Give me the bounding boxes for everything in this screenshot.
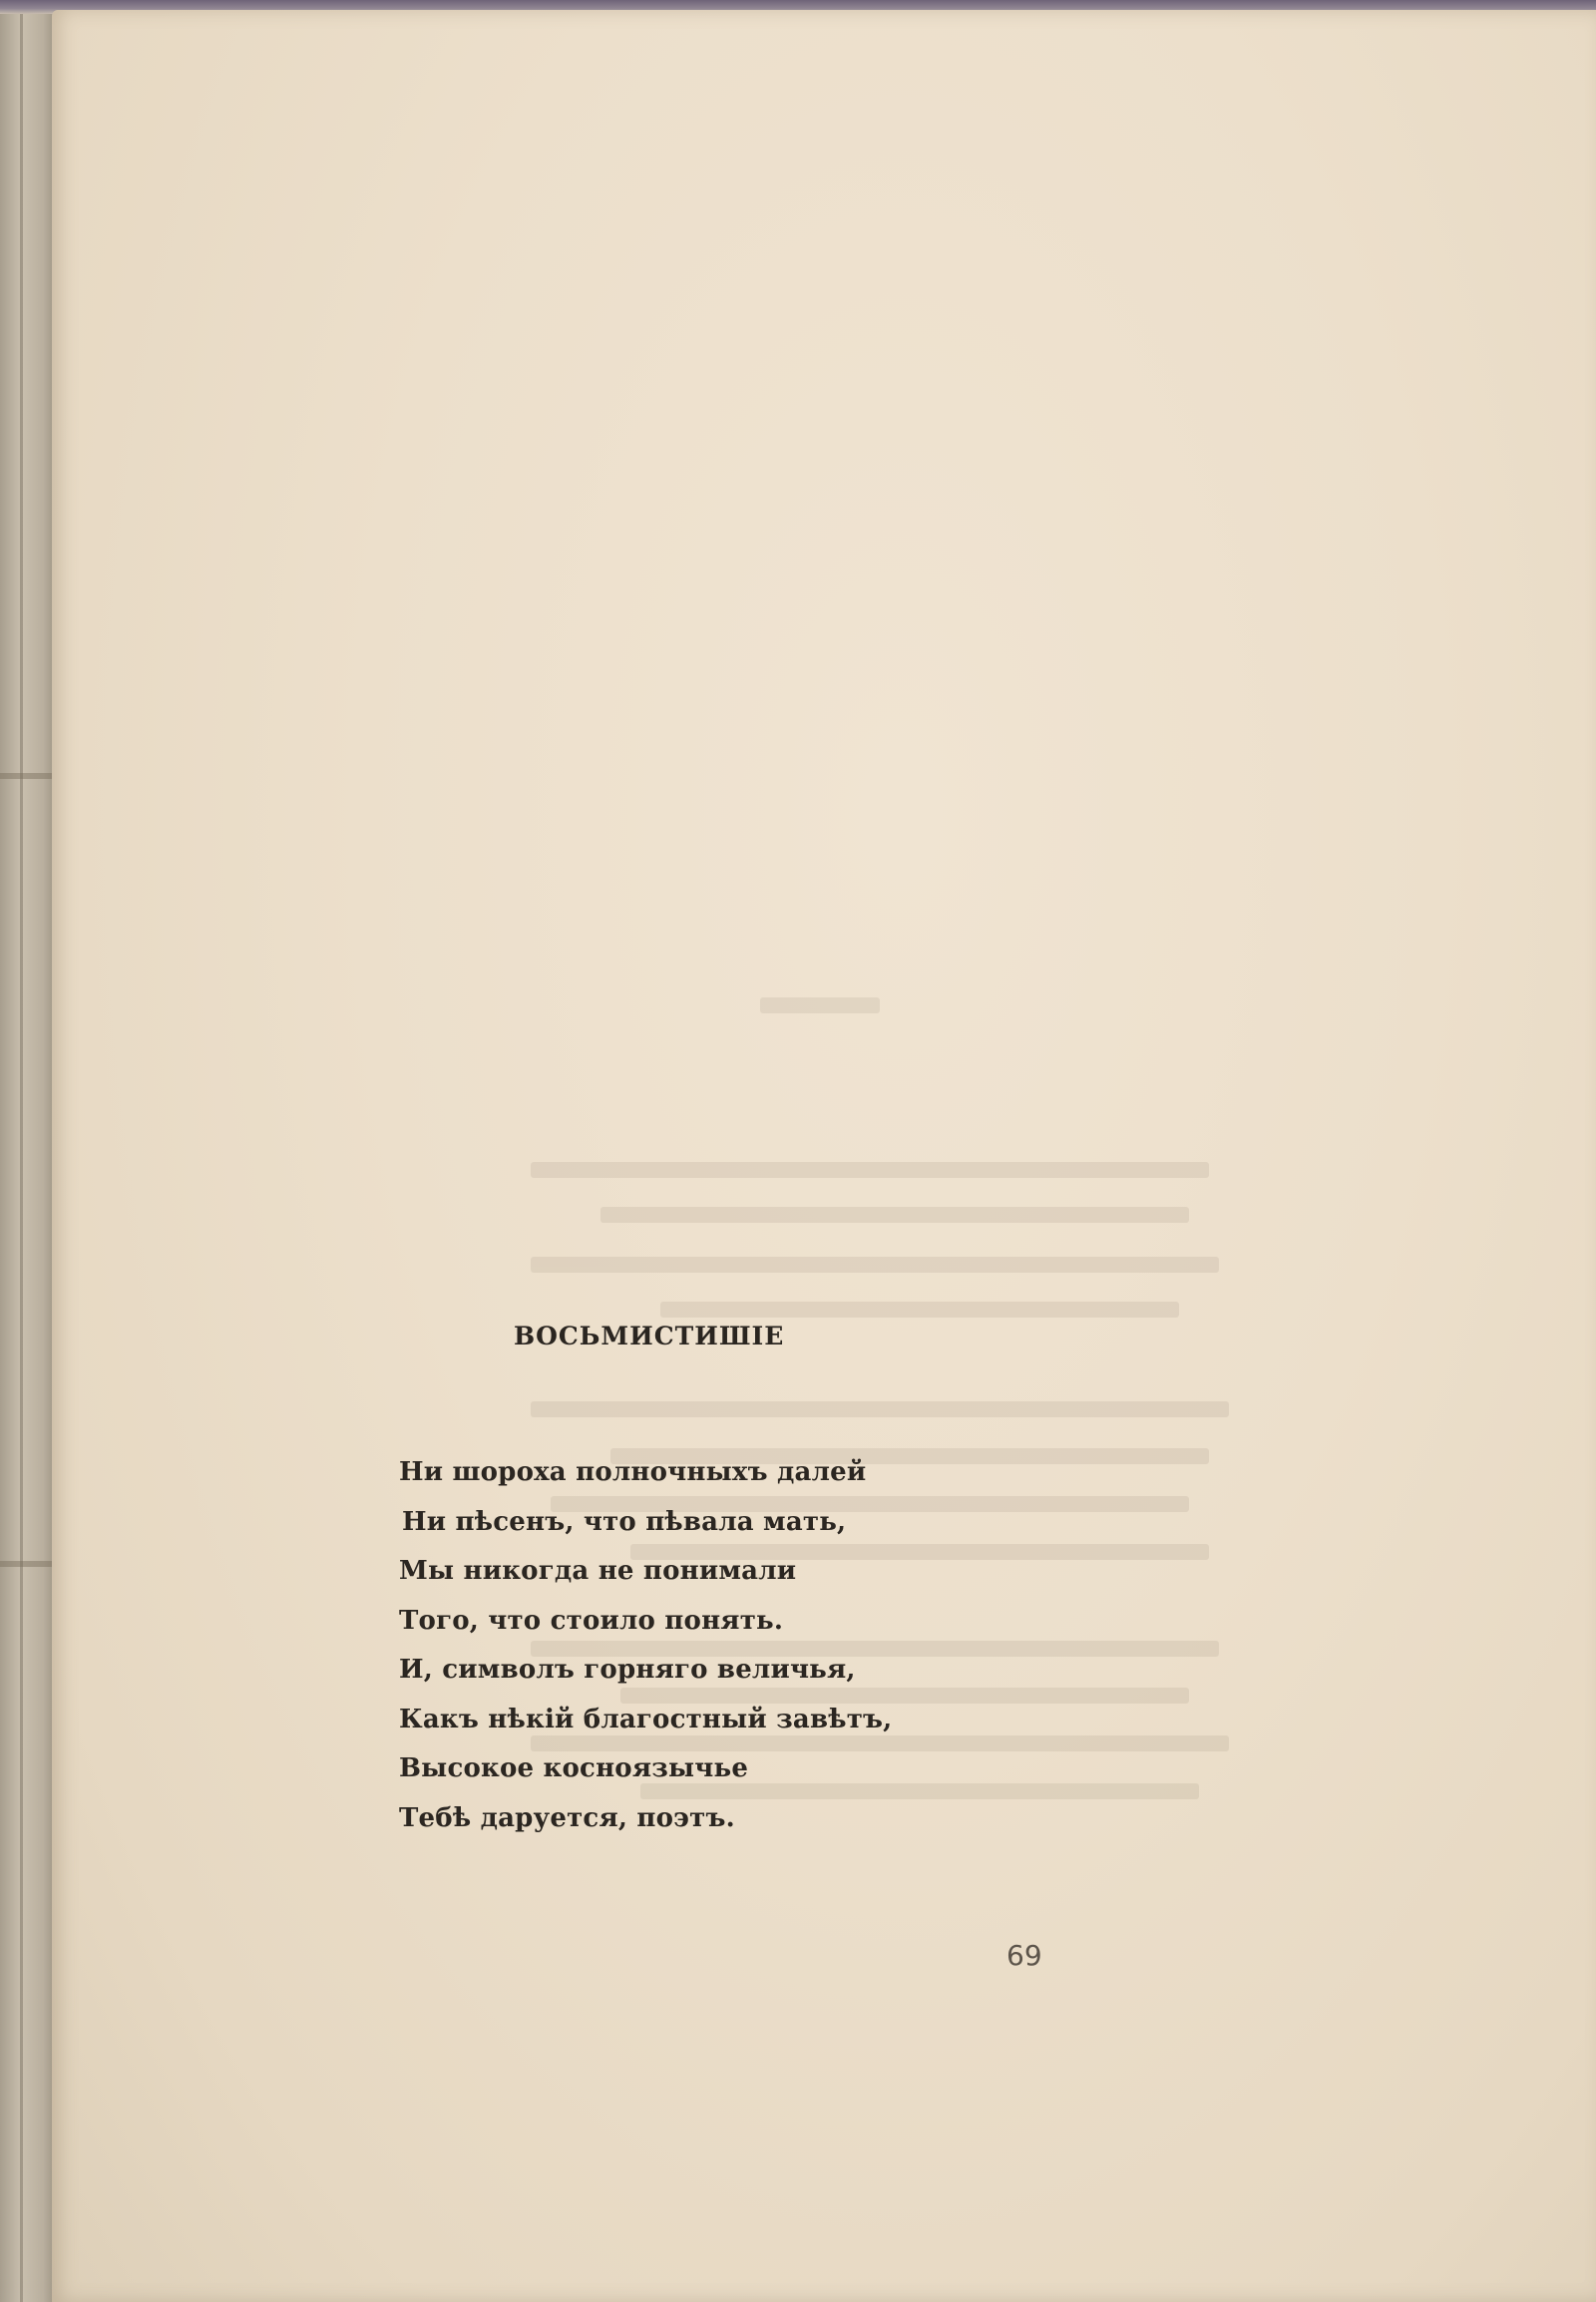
poem-line: И, символъ горняго величья, bbox=[399, 1655, 856, 1685]
poem-line: Тебѣ даруется, поэтъ. bbox=[399, 1802, 735, 1833]
poem-line: Того, что стоило понять. bbox=[399, 1605, 784, 1636]
book-page bbox=[52, 10, 1596, 2302]
poem-line: Ни пѣсенъ, что пѣвала мать, bbox=[402, 1506, 847, 1537]
poem-line: Ни шороха полночныхъ далей bbox=[399, 1457, 867, 1487]
poem-line: Высокое косноязычье bbox=[399, 1753, 749, 1783]
page-number: 69 bbox=[1006, 1939, 1042, 1972]
poem-title: ВОСЬМИСТИШІЕ bbox=[514, 1322, 785, 1350]
poem-line: Мы никогда не понимали bbox=[399, 1556, 797, 1586]
poem-line: Какъ нѣкій благостный завѣтъ, bbox=[399, 1704, 893, 1734]
binding-crease bbox=[20, 0, 23, 2302]
poem-stanza bbox=[399, 1448, 892, 1843]
